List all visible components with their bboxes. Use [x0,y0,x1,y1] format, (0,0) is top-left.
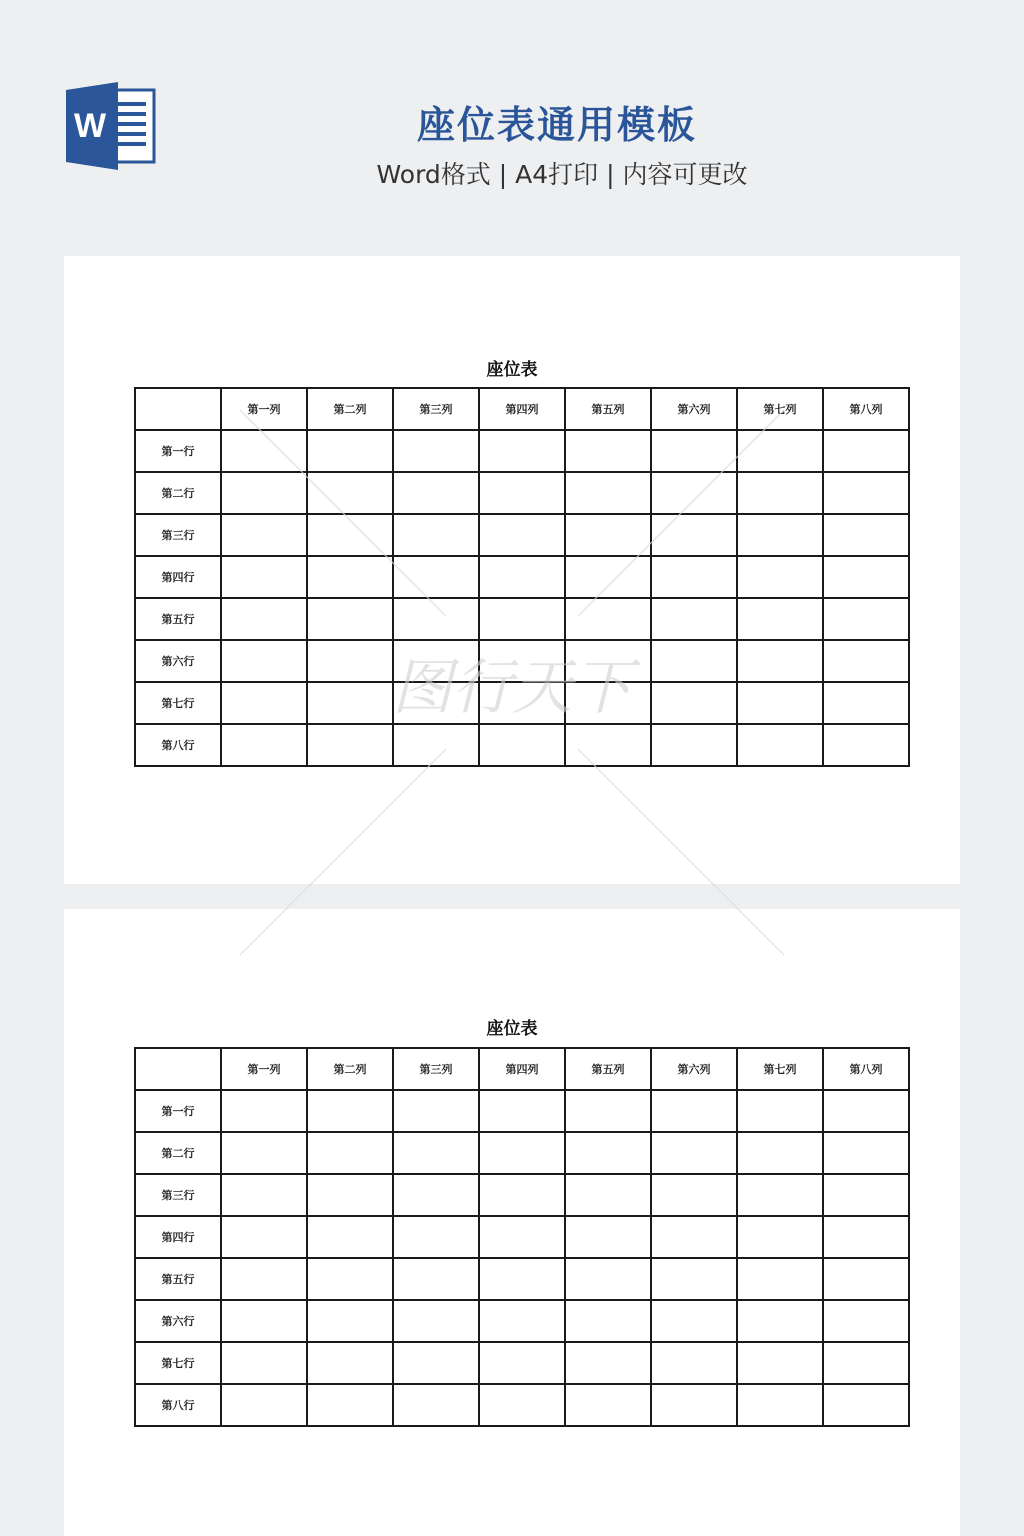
row-header: 第四行 [135,556,221,598]
seat-cell[interactable] [565,1342,651,1384]
seat-cell[interactable] [565,1258,651,1300]
seat-cell[interactable] [393,1216,479,1258]
column-header: 第八列 [823,1048,909,1090]
column-header: 第三列 [393,388,479,430]
seat-cell[interactable] [737,514,823,556]
seat-cell[interactable] [737,640,823,682]
seat-cell[interactable] [565,472,651,514]
table-header-row [135,1048,909,1090]
seat-cell[interactable] [651,1342,737,1384]
seat-cell[interactable] [307,1384,393,1426]
seat-table [134,387,910,767]
seat-cell[interactable] [221,682,307,724]
seat-cell[interactable] [479,1300,565,1342]
seat-cell[interactable] [393,598,479,640]
column-header: 第一列 [221,1048,307,1090]
seat-cell[interactable] [823,1090,909,1132]
seat-cell[interactable] [307,1258,393,1300]
seat-cell[interactable] [221,1090,307,1132]
seat-cell[interactable] [651,1216,737,1258]
seat-cell[interactable] [479,1174,565,1216]
seat-cell[interactable] [307,598,393,640]
row-header: 第二行 [135,472,221,514]
corner-cell [135,1048,221,1090]
seat-cell[interactable] [565,1384,651,1426]
seat-cell[interactable] [393,1300,479,1342]
row-header: 第八行 [135,1384,221,1426]
seat-cell[interactable] [393,1384,479,1426]
row-header: 第二行 [135,1132,221,1174]
seat-cell[interactable] [479,472,565,514]
seat-cell[interactable] [393,1174,479,1216]
table-row [135,1384,909,1426]
column-header: 第八列 [823,388,909,430]
seat-cell[interactable] [479,598,565,640]
sheet-title: 座位表 [486,1019,538,1039]
seat-cell[interactable] [479,682,565,724]
column-header: 第一列 [221,388,307,430]
seat-cell[interactable] [307,724,393,766]
seat-cell[interactable] [737,598,823,640]
seat-cell[interactable] [651,556,737,598]
seat-cell[interactable] [737,1132,823,1174]
seat-table [134,1047,910,1427]
table-row [135,514,909,556]
column-header: 第五列 [565,1048,651,1090]
seat-cell[interactable] [823,1384,909,1426]
seat-cell[interactable] [651,472,737,514]
seat-cell[interactable] [393,1342,479,1384]
seat-cell[interactable] [479,1384,565,1426]
seat-cell[interactable] [737,1174,823,1216]
seat-cell[interactable] [565,724,651,766]
seat-cell[interactable] [737,724,823,766]
row-header: 第一行 [135,430,221,472]
seat-cell[interactable] [651,514,737,556]
seat-cell[interactable] [393,514,479,556]
seat-cell[interactable] [221,598,307,640]
seat-cell[interactable] [479,1216,565,1258]
seat-cell[interactable] [737,1384,823,1426]
seat-cell[interactable] [651,1132,737,1174]
table-row [135,430,909,472]
seat-cell[interactable] [565,1132,651,1174]
seat-cell[interactable] [823,1132,909,1174]
seat-cell[interactable] [393,556,479,598]
seat-cell[interactable] [307,1342,393,1384]
seat-cell[interactable] [651,1300,737,1342]
row-header: 第一行 [135,1090,221,1132]
seat-cell[interactable] [221,640,307,682]
table-row [135,1216,909,1258]
seat-cell[interactable] [479,556,565,598]
seat-cell[interactable] [651,1174,737,1216]
seat-cell[interactable] [651,430,737,472]
seat-cell[interactable] [221,1342,307,1384]
table-row [135,640,909,682]
seat-cell[interactable] [651,598,737,640]
column-header: 第二列 [307,1048,393,1090]
seat-cell[interactable] [307,1132,393,1174]
seat-cell[interactable] [565,514,651,556]
word-logo-letter: W [73,107,107,145]
seat-cell[interactable] [393,682,479,724]
row-header: 第六行 [135,640,221,682]
seat-cell[interactable] [221,472,307,514]
seat-cell[interactable] [479,1258,565,1300]
seat-cell[interactable] [823,1216,909,1258]
sheet-title: 座位表 [486,360,538,380]
seat-cell[interactable] [479,1090,565,1132]
seat-cell[interactable] [565,682,651,724]
seat-cell[interactable] [307,1174,393,1216]
table-row [135,1090,909,1132]
seat-cell[interactable] [737,556,823,598]
seat-cell[interactable] [221,724,307,766]
page-subtitle: Word格式 | A4打印 | 内容可更改 [376,160,748,189]
seat-cell[interactable] [307,1216,393,1258]
seat-cell[interactable] [651,724,737,766]
row-header: 第五行 [135,598,221,640]
table-row [135,1300,909,1342]
seat-cell[interactable] [651,1258,737,1300]
page-title: 座位表通用模板 [416,103,697,147]
seat-cell[interactable] [737,1090,823,1132]
column-header: 第四列 [479,388,565,430]
seat-cell[interactable] [221,1258,307,1300]
table-row [135,1258,909,1300]
seat-cell[interactable] [823,430,909,472]
table-row [135,598,909,640]
seat-cell[interactable] [307,514,393,556]
seat-cell[interactable] [565,640,651,682]
seat-cell[interactable] [479,1132,565,1174]
row-header: 第八行 [135,724,221,766]
seat-cell[interactable] [565,1174,651,1216]
seat-cell[interactable] [393,1132,479,1174]
seat-cell[interactable] [221,1216,307,1258]
row-header: 第三行 [135,1174,221,1216]
table-header-row [135,388,909,430]
seat-cell[interactable] [307,640,393,682]
seat-cell[interactable] [823,1174,909,1216]
row-header: 第四行 [135,1216,221,1258]
seat-cell[interactable] [479,640,565,682]
document-page-2 [64,909,960,1536]
seat-cell[interactable] [737,1216,823,1258]
seat-cell[interactable] [565,1216,651,1258]
seat-cell[interactable] [651,1384,737,1426]
seat-cell[interactable] [823,1342,909,1384]
seat-cell[interactable] [651,682,737,724]
seat-cell[interactable] [823,1258,909,1300]
table-row [135,472,909,514]
seat-cell[interactable] [393,472,479,514]
table-row [135,556,909,598]
seat-cell[interactable] [823,1300,909,1342]
seat-cell[interactable] [393,430,479,472]
seat-cell[interactable] [565,556,651,598]
row-header: 第三行 [135,514,221,556]
column-header: 第七列 [737,1048,823,1090]
column-header: 第七列 [737,388,823,430]
seat-cell[interactable] [393,724,479,766]
row-header: 第七行 [135,1342,221,1384]
seat-cell[interactable] [651,1090,737,1132]
seat-cell[interactable] [221,430,307,472]
seat-cell[interactable] [221,556,307,598]
seat-cell[interactable] [565,1090,651,1132]
seat-cell[interactable] [221,514,307,556]
seat-cell[interactable] [221,1132,307,1174]
seat-cell[interactable] [307,682,393,724]
corner-cell [135,388,221,430]
column-header: 第二列 [307,388,393,430]
seat-cell[interactable] [221,1174,307,1216]
seat-cell[interactable] [479,1342,565,1384]
table-row [135,682,909,724]
row-header: 第六行 [135,1300,221,1342]
seat-cell[interactable] [737,1258,823,1300]
seat-cell[interactable] [737,682,823,724]
seat-cell[interactable] [823,724,909,766]
seat-cell[interactable] [479,430,565,472]
seat-cell[interactable] [565,1300,651,1342]
seat-cell[interactable] [307,1300,393,1342]
table-row [135,1132,909,1174]
table-row [135,1174,909,1216]
seat-cell[interactable] [823,598,909,640]
seat-cell[interactable] [823,556,909,598]
seat-cell[interactable] [221,1300,307,1342]
seat-cell[interactable] [393,1090,479,1132]
seat-cell[interactable] [651,640,737,682]
seat-cell[interactable] [823,514,909,556]
row-header: 第五行 [135,1258,221,1300]
seat-cell[interactable] [823,640,909,682]
seat-cell[interactable] [565,430,651,472]
seat-cell[interactable] [221,1384,307,1426]
table-row [135,1342,909,1384]
seat-cell[interactable] [307,430,393,472]
seat-cell[interactable] [565,598,651,640]
seat-cell[interactable] [479,724,565,766]
seat-cell[interactable] [737,1342,823,1384]
table-row [135,724,909,766]
row-header: 第七行 [135,682,221,724]
seat-cell[interactable] [823,682,909,724]
column-header: 第六列 [651,388,737,430]
seat-cell[interactable] [737,472,823,514]
seat-cell[interactable] [307,1090,393,1132]
column-header: 第六列 [651,1048,737,1090]
document-page-1 [64,256,960,884]
watermark-text: 图行天下 [392,653,632,723]
seat-cell[interactable] [393,1258,479,1300]
seat-cell[interactable] [737,1300,823,1342]
seat-cell[interactable] [393,640,479,682]
seat-cell[interactable] [823,472,909,514]
column-header: 第五列 [565,388,651,430]
seat-cell[interactable] [737,430,823,472]
column-header: 第四列 [479,1048,565,1090]
seat-cell[interactable] [307,556,393,598]
seat-cell[interactable] [479,514,565,556]
column-header: 第三列 [393,1048,479,1090]
seat-cell[interactable] [307,472,393,514]
